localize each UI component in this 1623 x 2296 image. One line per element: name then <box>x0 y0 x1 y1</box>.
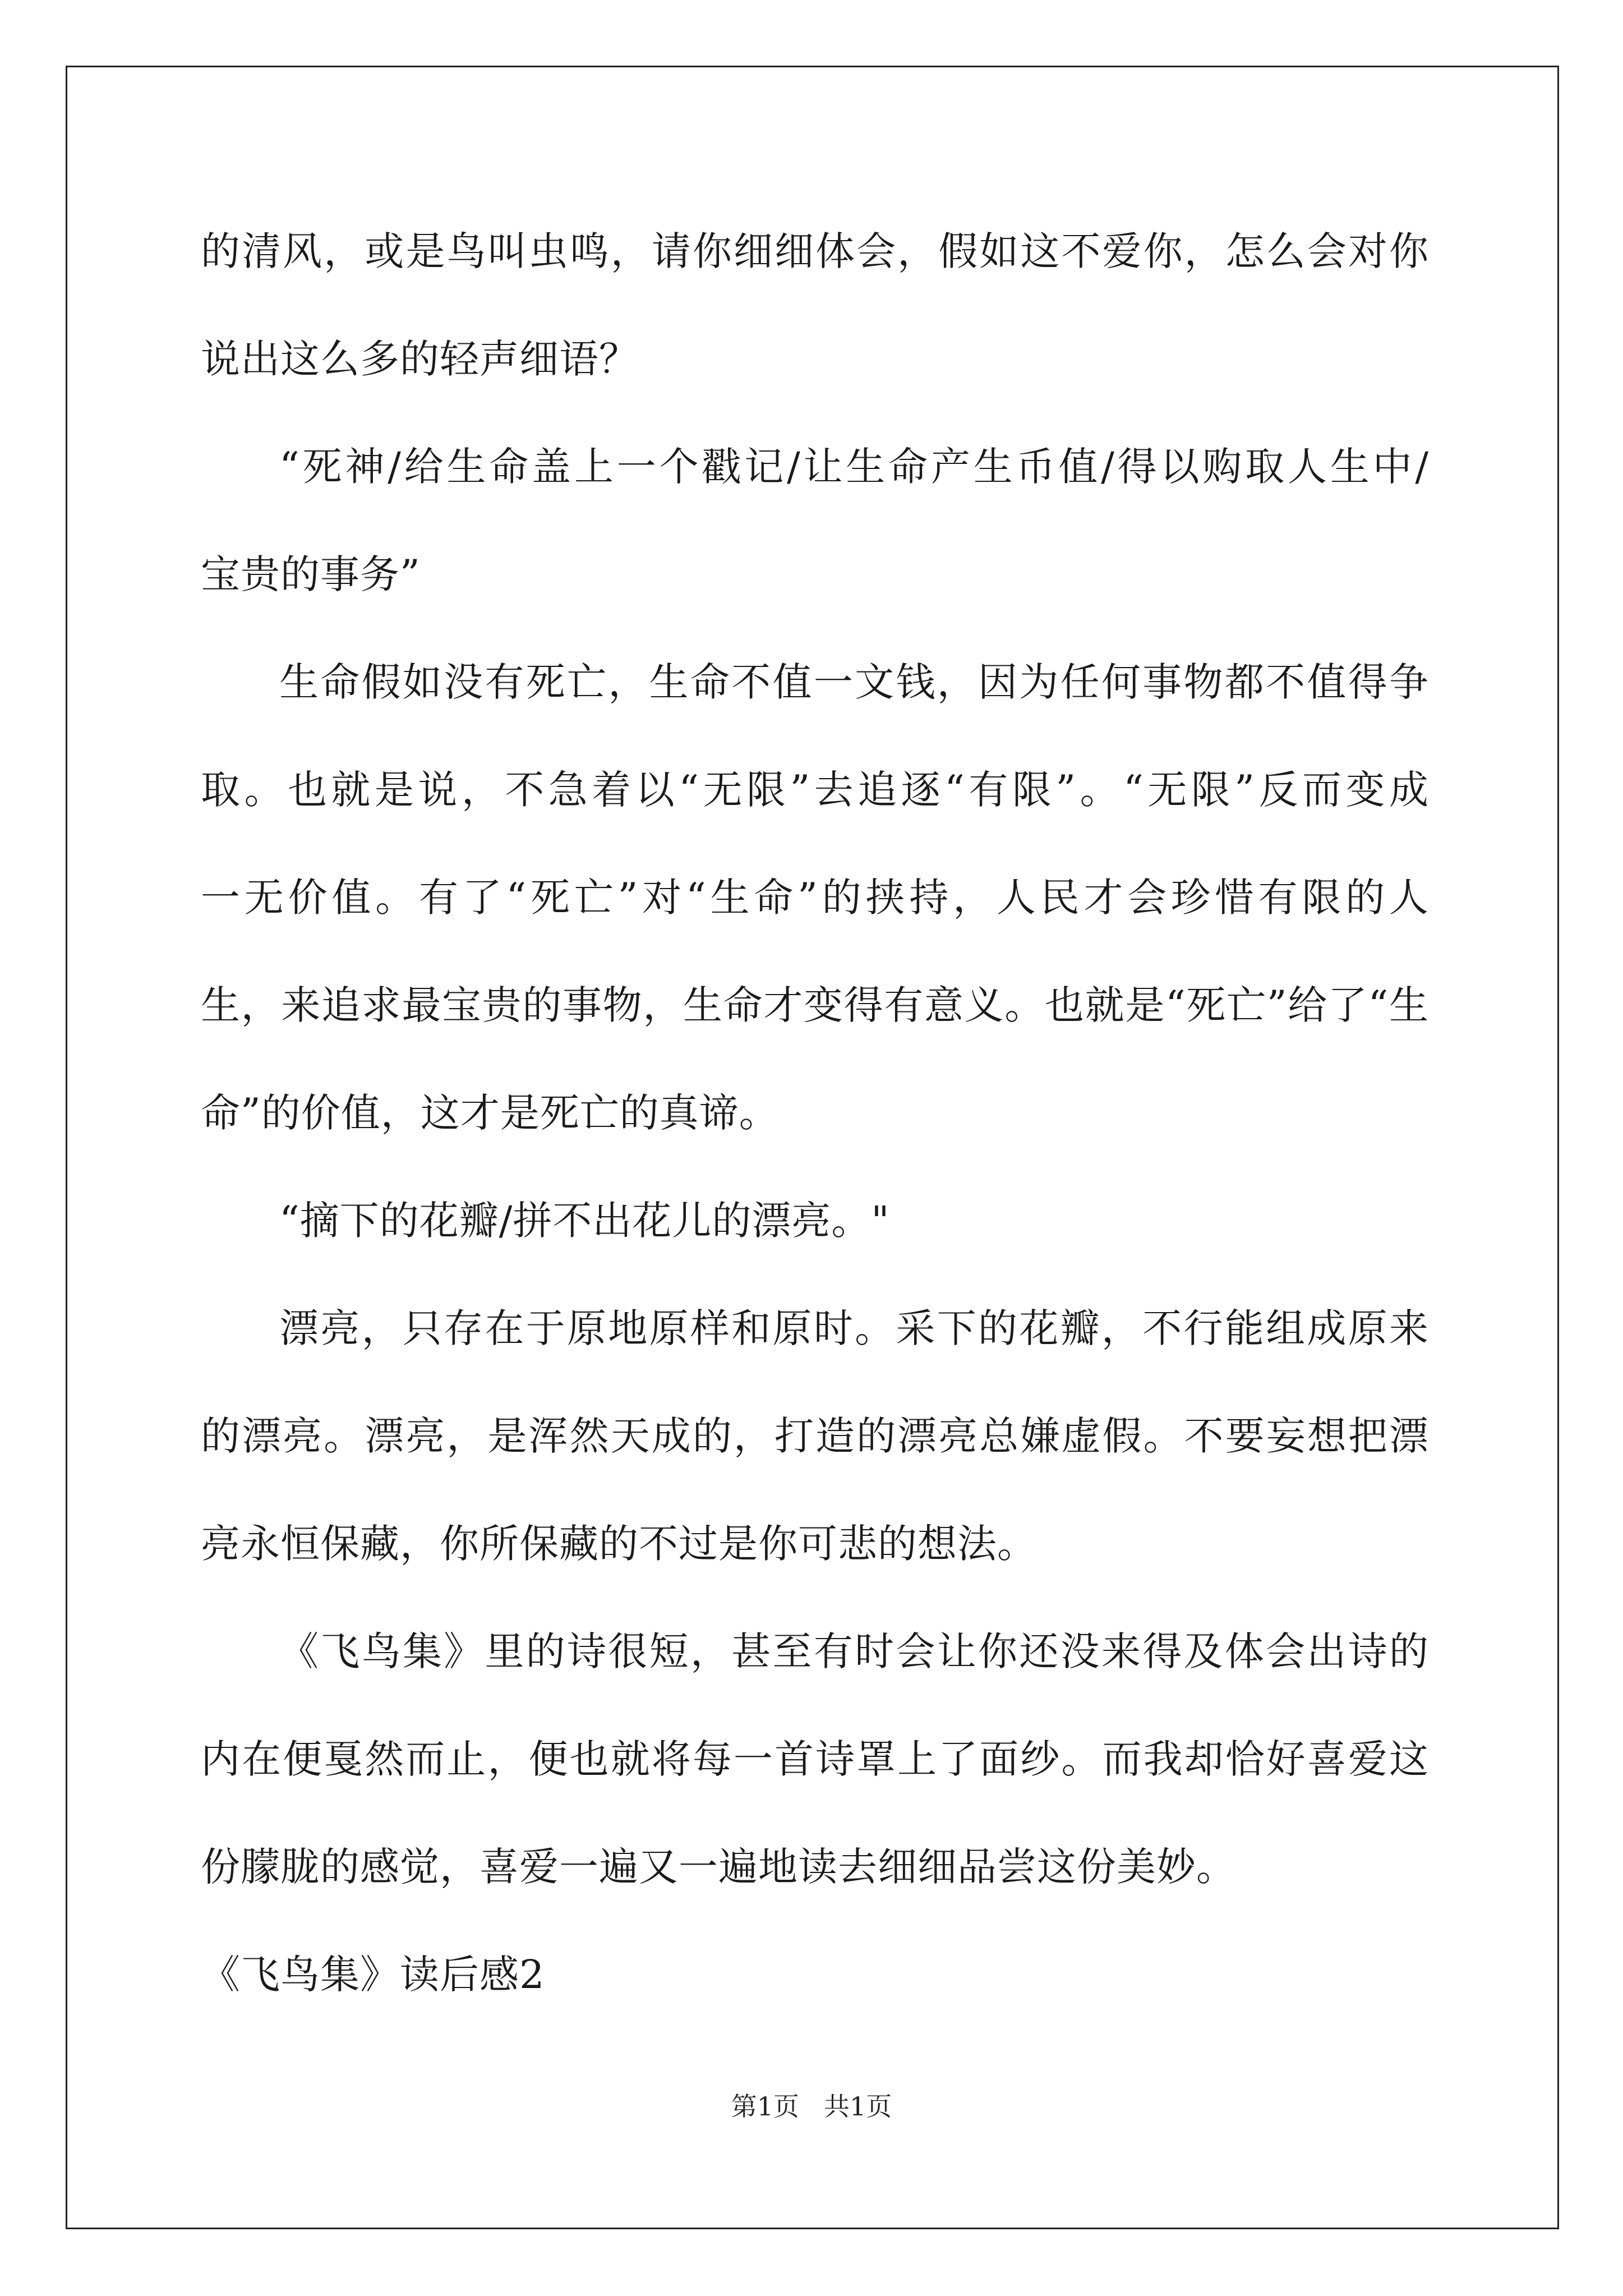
text-line: 的清风，或是鸟叫虫鸣，请你细细体会，假如这不爱你，怎么会对你 <box>201 228 1429 274</box>
document-body <box>201 212 1429 2043</box>
text-line: 漂亮，只存在于原地原样和原时。采下的花瓣，不行能组成原来 <box>279 1305 1429 1351</box>
text-line: 命”的价值，这才是死亡的真谛。 <box>201 1090 779 1136</box>
text-line: 生，来追求最宝贵的事物，生命才变得有意义。也就是“死亡”给了“生 <box>201 982 1429 1028</box>
page-number: 第1页 <box>731 2091 799 2122</box>
poem-quote-line: 宝贵的事务” <box>201 551 421 597</box>
page-footer <box>0 2090 1623 2123</box>
text-line: 说出这么多的轻声细语？ <box>201 336 639 382</box>
page-total: 共1页 <box>824 2091 892 2122</box>
text-line: 内在便戛然而止，便也就将每一首诗罩上了面纱。而我却恰好喜爱这 <box>201 1736 1429 1782</box>
section-heading: 《飞鸟集》读后感2 <box>201 1952 545 1998</box>
text-line: 生命假如没有死亡，生命不值一文钱，因为任何事物都不值得争 <box>279 659 1429 705</box>
poem-quote-line: “死神/给生命盖上一个戳记/让生命产生币值/得以购取人生中/ <box>279 444 1429 490</box>
text-line: 取。也就是说，不急着以“无限”去追逐“有限”。“无限”反而变成 <box>201 767 1429 813</box>
text-line: 《飞鸟集》里的诗很短，甚至有时会让你还没来得及体会出诗的 <box>279 1628 1429 1674</box>
text-line: 亮永恒保藏，你所保藏的不过是你可悲的想法。 <box>201 1521 1037 1567</box>
text-line: 份朦胧的感觉，喜爱一遍又一遍地读去细细品尝这份美妙。 <box>201 1844 1236 1890</box>
poem-quote-line: “摘下的花瓣/拼不出花儿的漂亮。" <box>279 1198 890 1244</box>
text-line: 的漂亮。漂亮，是浑然天成的，打造的漂亮总嫌虚假。不要妄想把漂 <box>201 1413 1429 1459</box>
text-line: 一无价值。有了“死亡”对“生命”的挟持，人民才会珍惜有限的人 <box>201 875 1429 921</box>
